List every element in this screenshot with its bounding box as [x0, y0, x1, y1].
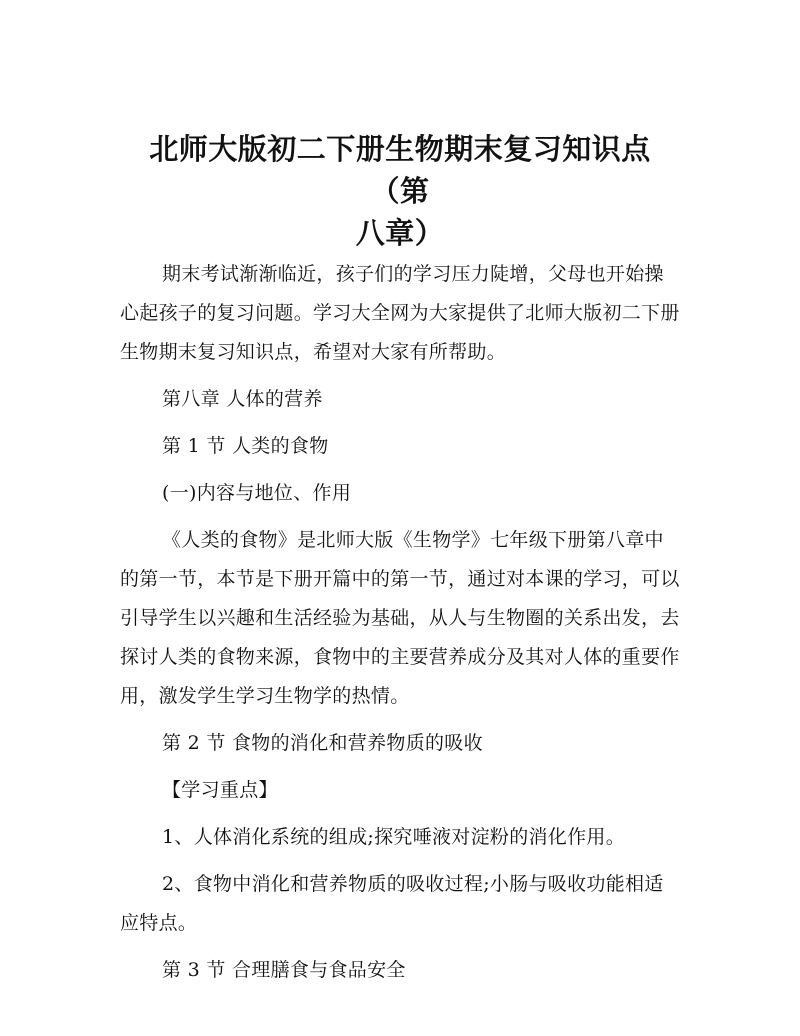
title-line-1: 北师大版初二下册生物期末复习知识点（第: [149, 132, 651, 208]
section-3-heading: 第 3 节 合理膳食与食品安全: [162, 959, 406, 981]
document-title: [120, 128, 680, 254]
section-1-heading: 第 1 节 人类的食物: [162, 435, 329, 457]
key-points-heading: 【学习重点】: [162, 779, 278, 801]
subsection-heading: (一)内容与地位、作用: [162, 482, 352, 504]
intro-paragraph: 期末考试渐渐临近，孩子们的学习压力陡增，父母也开始操心起孩子的复习问题。学习大全网为大家提供了北师大版初二下册生物期末复习知识点，希望对大家有所帮助。: [120, 263, 680, 363]
key-point-1: 1、人体消化系统的组成;探究唾液对淀粉的消化作用。: [162, 826, 625, 848]
key-point-2: 2、食物中消化和营养物质的吸收过程;小肠与吸收功能相适应特点。: [120, 873, 664, 934]
section-1-paragraph: 《人类的食物》是北师大版《生物学》七年级下册第八章中的第一节，本节是下册开篇中的第一节，通过对本课的学习，可以引导学生以兴趣和生活经验为基础，从人与生物圈的关系出发，去探讨人类的食物来源，食物中的主要营养成分及其对人体的重要作用，激发学生学习生物学的热情。: [120, 529, 680, 707]
section-2-heading: 第 2 节 食物的消化和营养物质的吸收: [162, 732, 483, 754]
chapter-heading: 第八章 人体的营养: [162, 388, 323, 410]
document-body: [120, 255, 682, 990]
title-line-2: 八章）: [355, 216, 445, 250]
